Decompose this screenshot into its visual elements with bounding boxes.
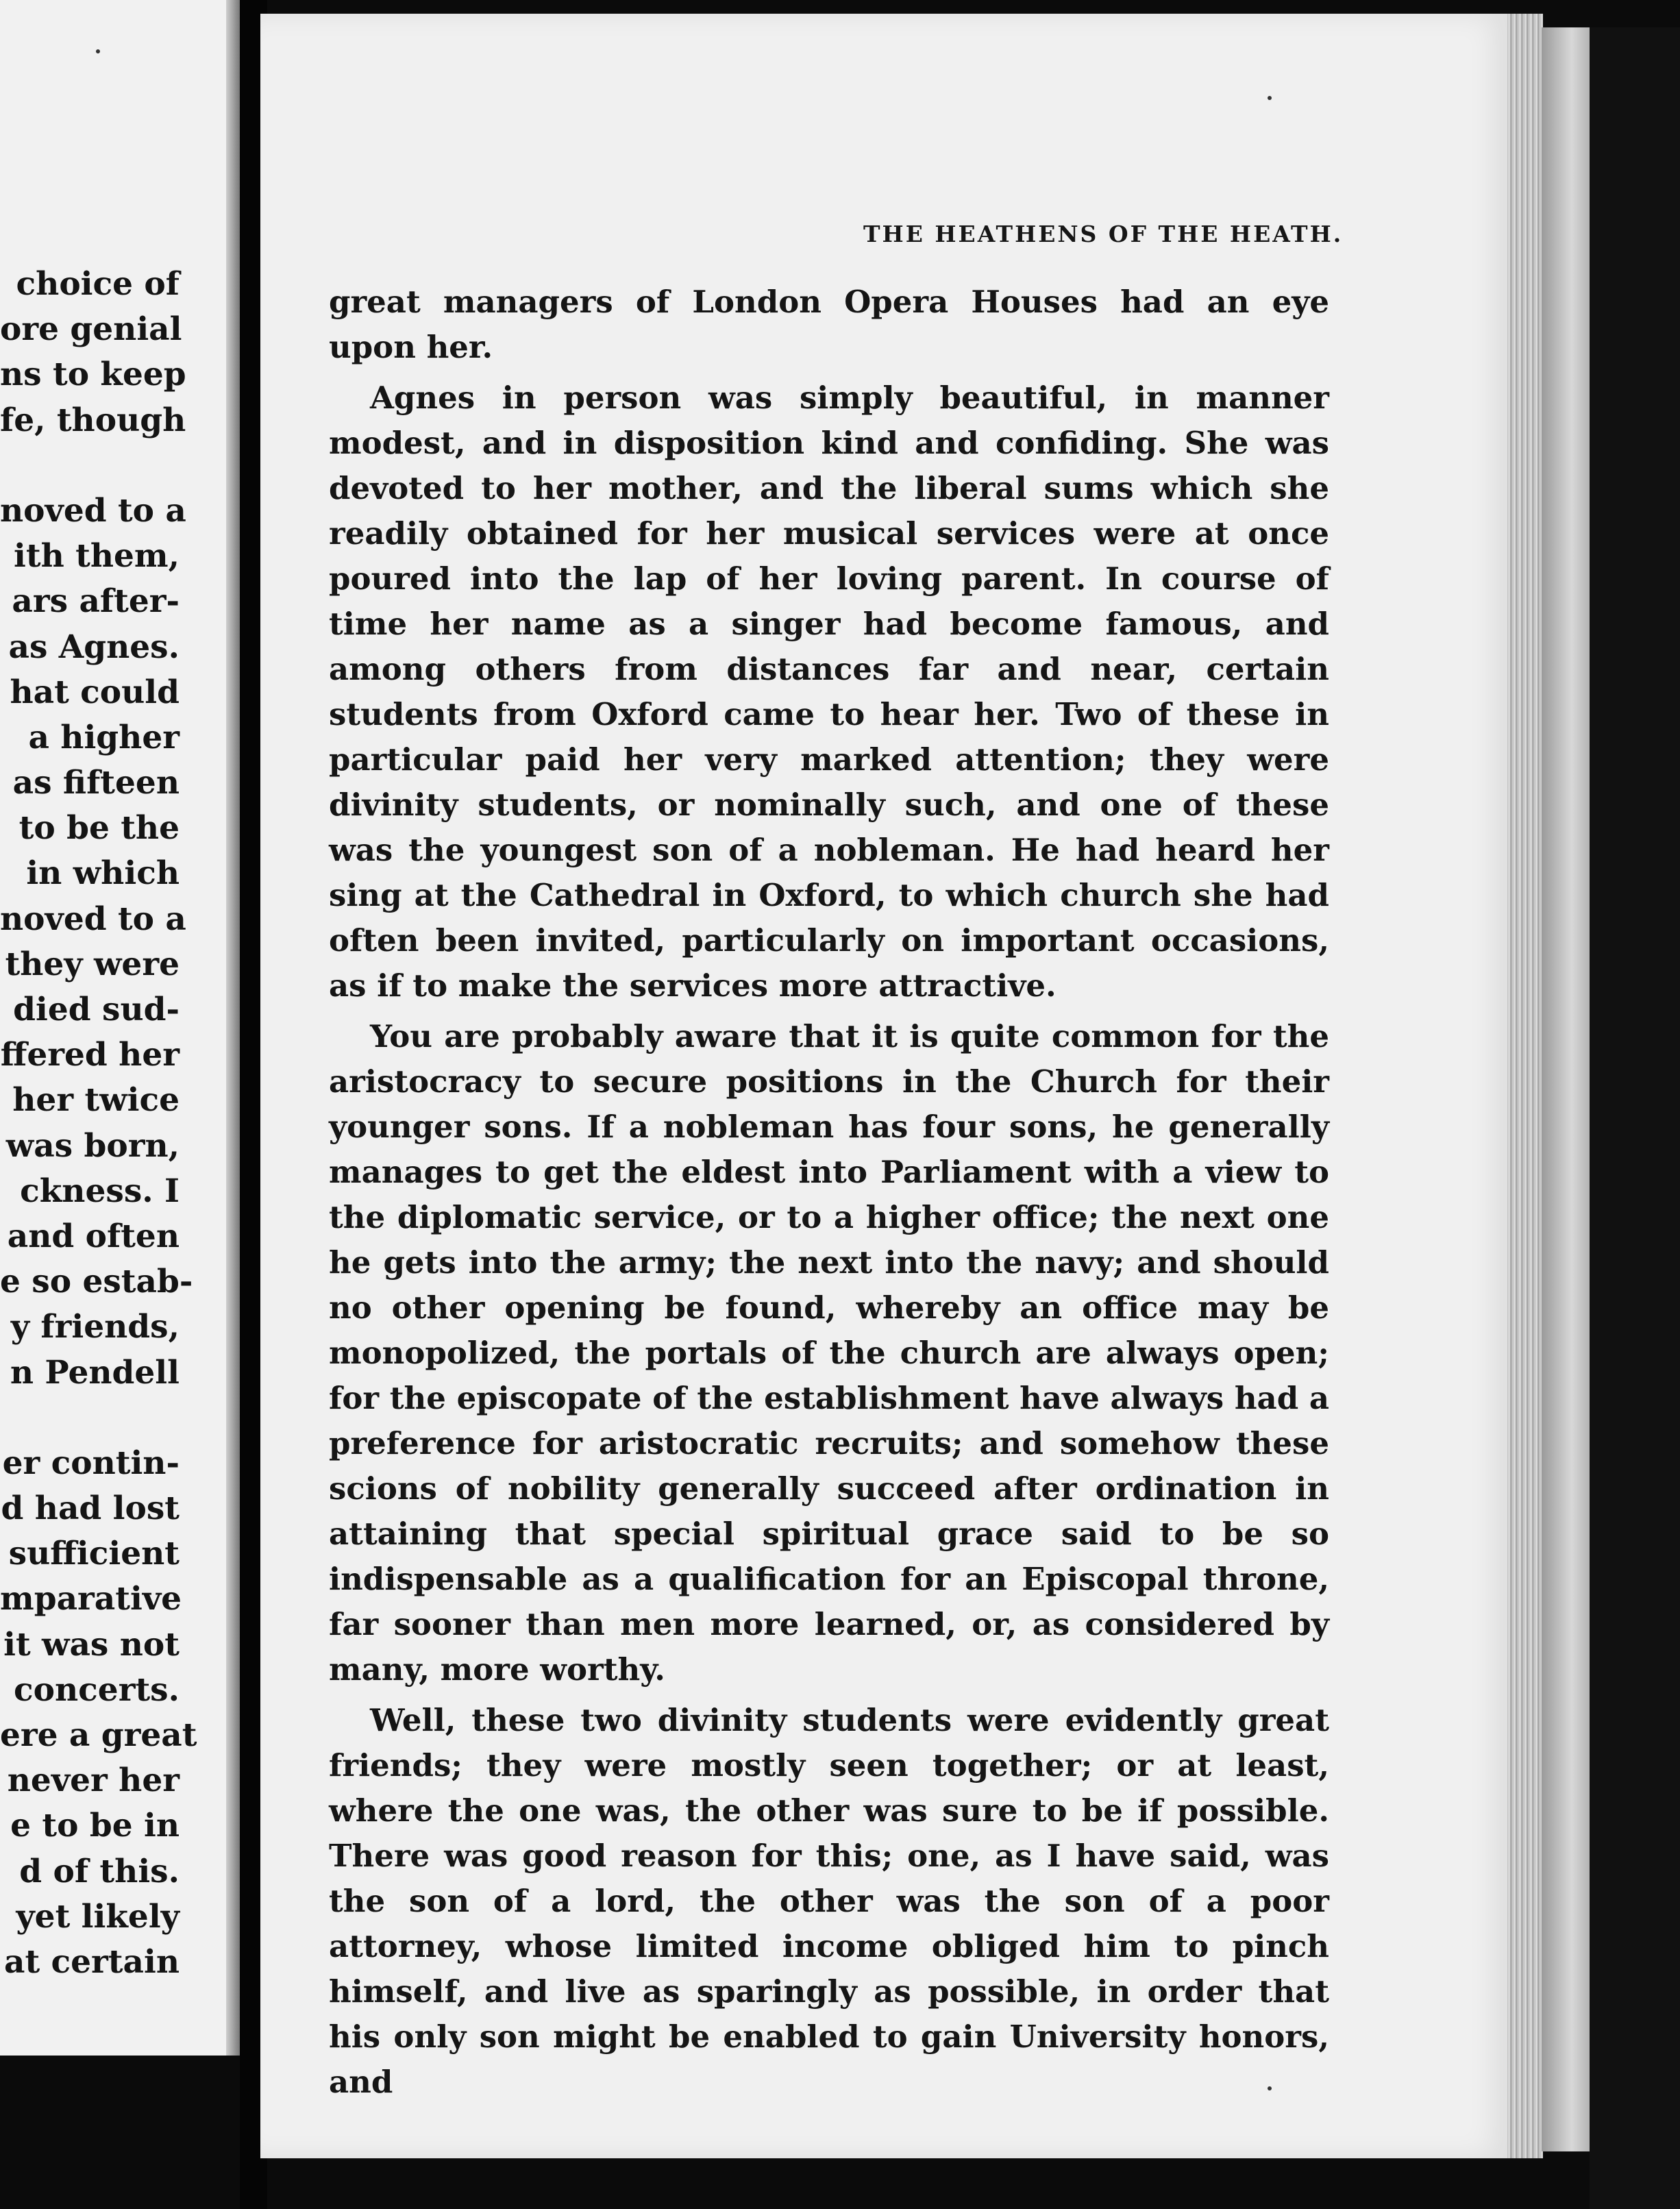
- ink-speck: [1268, 2086, 1272, 2090]
- ink-speck: [1268, 96, 1272, 100]
- facing-line: to be the: [18, 809, 180, 848]
- facing-line: [0, 443, 180, 489]
- facing-line: ns to keep: [0, 356, 186, 394]
- facing-line: as fifteen: [12, 764, 180, 802]
- page-body: [329, 280, 1329, 2110]
- facing-line: e so estab-: [0, 1263, 193, 1301]
- facing-line: mparative: [0, 1580, 182, 1618]
- facing-line: ith them,: [14, 537, 180, 576]
- facing-line: d had lost: [1, 1490, 180, 1528]
- facing-line: was born,: [5, 1126, 180, 1165]
- facing-line: ere a great: [0, 1716, 197, 1754]
- facing-line: ckness. I: [20, 1172, 180, 1210]
- facing-line: concerts.: [14, 1670, 180, 1709]
- facing-line: ffered her: [0, 1036, 180, 1074]
- facing-line: d of this.: [19, 1852, 180, 1890]
- facing-line: in which: [26, 854, 180, 893]
- facing-page-left: [0, 0, 240, 2056]
- facing-line: noved to a: [0, 900, 186, 938]
- facing-line: her twice: [12, 1081, 180, 1120]
- paragraph: Agnes in person was simply beautiful, in manner modest, and in disposition kind and confiding. She was devoted to her mother, and the liberal sums which she readily obtained for her musical services were at once poured into the lap of her loving parent. In course of time her name as a singer had become famous, and among others from distances far and near, certain students from Oxford came to hear her. Two of these in particular paid her very marked attention; they were divinity students, or nominally such, and one of these was the youngest son of a nobleman. He had heard her sing at the Cathedral in Oxford, to which church she had often been invited, particularly on important occasions, as if to make the services more attractive.: [329, 380, 1329, 1004]
- running-title: THE HEATHENS OF THE HEATH.: [863, 221, 1344, 247]
- facing-line: fe, though: [0, 401, 186, 439]
- facing-line: they were: [5, 945, 180, 983]
- facing-line: as Agnes.: [8, 628, 180, 666]
- page-edges: [1507, 14, 1543, 2158]
- facing-line: yet likely: [16, 1897, 180, 1936]
- facing-line: sufficient: [8, 1535, 180, 1573]
- ink-speck: [96, 49, 100, 53]
- facing-line: a higher: [28, 718, 180, 756]
- facing-line: hat could: [10, 673, 180, 711]
- facing-line: y friends,: [10, 1308, 180, 1346]
- paragraph: great managers of London Opera Houses had an eye upon her.: [329, 284, 1329, 365]
- facing-line: n Pendell: [10, 1353, 180, 1392]
- background-shadow: [1590, 27, 1680, 2209]
- page-285: [260, 14, 1514, 2158]
- paragraph: You are probably aware that it is quite common for the aristocracy to secure positions in the Church for their younger sons. If a nobleman has four sons, he generally manages to get the eldest into Parliament with a view to the diplomatic service, or to a higher office; the next one he gets into the army; the next into the navy; and should no other opening be found, whereby an office may be monopolized, the portals of the church are always open; for the episcopate of the establishment have always had a preference for aristocratic recruits; and somehow these scions of nobility generally succeed after ordination in attaining that special spiritual grace said to be so indispensable as a qualification for an Episcopal throne, far sooner than men more learned, or, as considered by many, more worthy.: [329, 1018, 1329, 1688]
- facing-line: er contin-: [2, 1444, 180, 1482]
- facing-line: never her: [7, 1762, 180, 1800]
- facing-line: and often: [7, 1217, 180, 1255]
- facing-line: noved to a: [0, 491, 186, 530]
- facing-line: ore genial: [0, 310, 182, 349]
- facing-line: died sud-: [13, 991, 180, 1028]
- facing-line: [0, 1396, 180, 1441]
- facing-line: choice of: [16, 265, 180, 303]
- facing-line: at certain: [4, 1942, 180, 1981]
- paragraph: Well, these two divinity students were evidently great friends; they were mostly seen together; or at least, where the one was, the other was sure to be if possible. There was good reason for this; one, as I have said, was the son of a lord, the other was the son of a poor attorney, whose limited income obliged him to pinch himself, and live as sparingly as possible, in order that his only son might be enabled to gain University honors, and: [329, 1702, 1329, 2100]
- facing-line: e to be in: [10, 1807, 180, 1845]
- facing-line: ars after-: [12, 582, 180, 621]
- facing-line: it was not: [3, 1625, 180, 1664]
- facing-page-text: [0, 262, 197, 1985]
